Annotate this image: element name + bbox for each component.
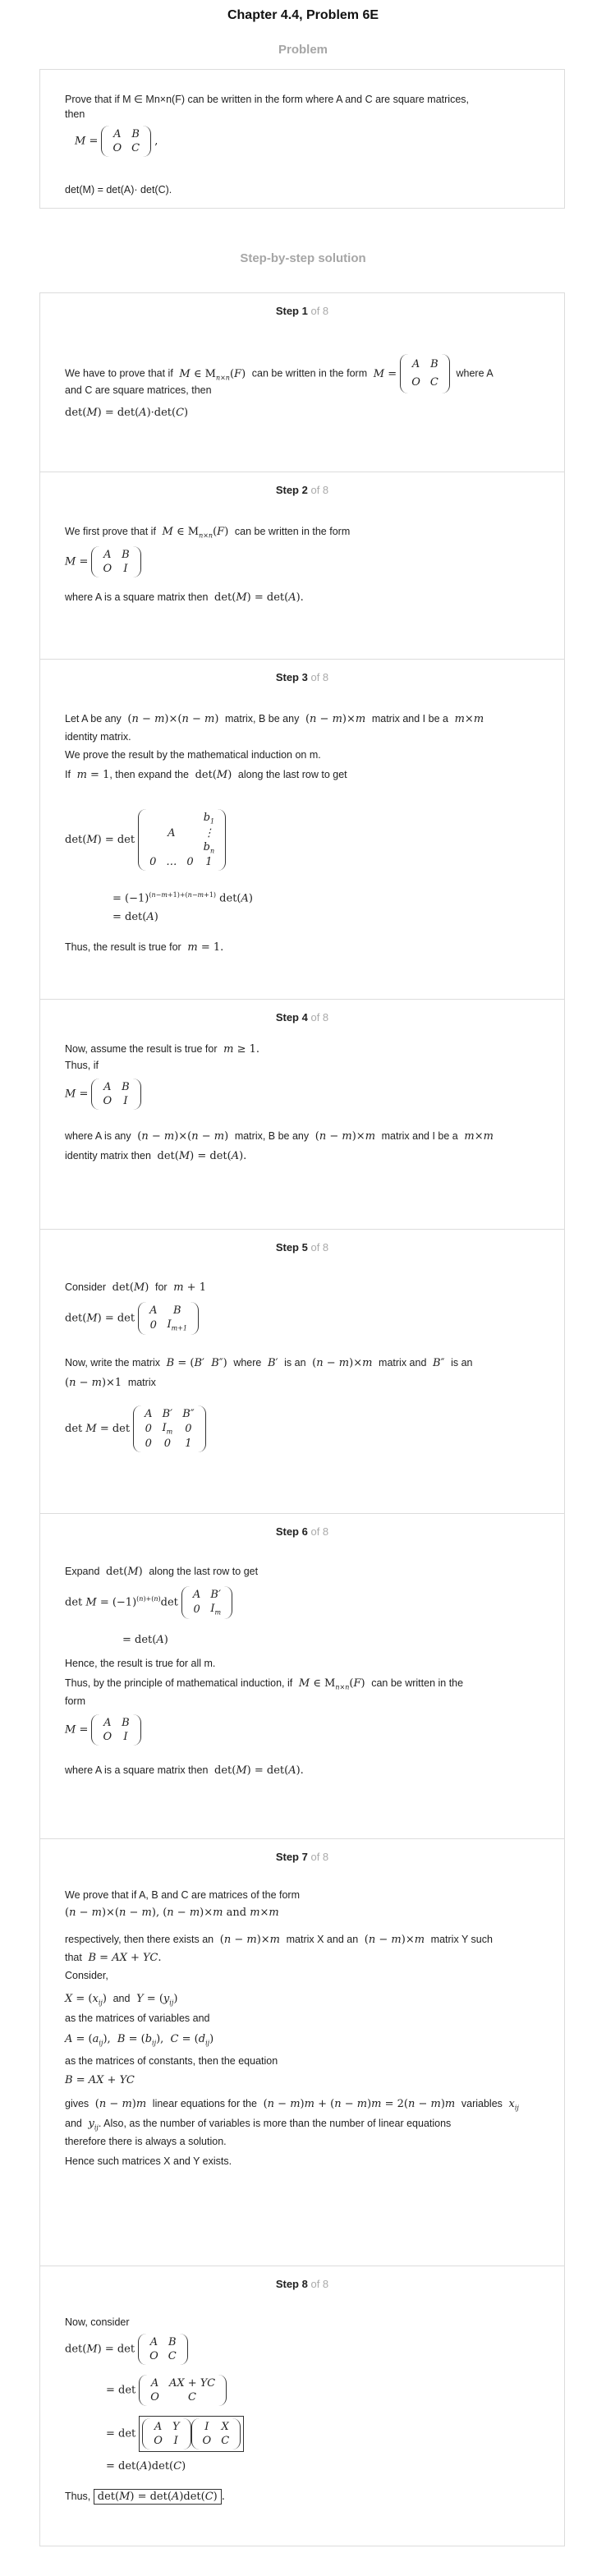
step-6	[39, 1513, 565, 1838]
step-2-heading: Step 2 of 8	[275, 484, 329, 496]
step-5	[39, 1229, 565, 1513]
step-8-text-1: Now, consider	[65, 2316, 130, 2328]
step-8-line-4: = det(A)det(C)	[106, 2460, 186, 2472]
step-7-text-8: gives (n − m)m linear equations for the (n − m)m + (n − m)m = 2(n − m)m variables $x_{ij}$	[65, 2098, 519, 2112]
step-6-text-3: Thus, by the principle of mathematical induction, if M ∈ $M_{n\times n}(F)$ can be written in the	[65, 1677, 464, 1691]
step-1-heading: Step 1 of 8	[275, 305, 329, 317]
step-7-text-10: therefore there is always a solution.	[65, 2136, 227, 2147]
step-2-text-2: where A is a square matrix then det(M) = det(A).	[65, 591, 304, 604]
step-7-heading: Step 7 of 8	[275, 1851, 329, 1863]
step-4-heading: Step 4 of 8	[275, 1011, 329, 1024]
step-6-heading: Step 6 of 8	[275, 1525, 329, 1538]
step-6-expand: $\det M = (-1)^{(n)+(n)}\det$ A B′ 0 $I_m$	[65, 1586, 232, 1619]
step-6-matrix: M = A B O I	[65, 1714, 141, 1746]
step-6-text: Expand det(M) along the last row to get	[65, 1566, 259, 1578]
step-1-text: We have to prove that if M ∈ $M_{n\times n}(F)$ can be written in the form M = A B O C where A	[65, 354, 494, 393]
step-7-text-9: and $y_{ij}$. Also, as the number of variables is more than the number of linear equations	[65, 2118, 452, 2132]
step-5-det: det(M) = det A B 0 $I_{m+1}$	[65, 1302, 199, 1335]
step-7-text-7: as the matrices of constants, then the equation	[65, 2055, 278, 2067]
step-8	[39, 2266, 565, 2546]
step-3	[39, 659, 565, 999]
step-2-matrix: M = A B O I	[65, 546, 141, 577]
step-7	[39, 1838, 565, 2266]
step-3-text-4: If m = 1, then expand the det(M) along the last row to get	[65, 769, 347, 781]
step-2	[39, 472, 565, 659]
step-3-text-2: identity matrix.	[65, 731, 131, 743]
problem-box	[39, 69, 565, 209]
step-6-text-5: where A is a square matrix then det(M) = det(A).	[65, 1764, 304, 1777]
step-7-forms: (n − m)×(n − m), (n − m)×m and m×m	[65, 1907, 279, 1919]
page-title: Chapter 4.4, Problem 6E	[227, 8, 379, 22]
step-8-line-1: det(M) = det A B O C	[65, 2334, 188, 2365]
step-8-heading: Step 8 of 8	[275, 2278, 329, 2290]
step-8-line-2: = det A AX + YC O C	[106, 2375, 227, 2406]
problem-formula: det(M) = det(A)· det(C).	[65, 184, 172, 196]
step-5-det-2: det M = det A B′ B″ 0 $I_m$ 0 0 0 1	[65, 1405, 206, 1452]
step-3-text: Let A be any (n − m)×(n − m) matrix, B be any (n − m)×m matrix and I be a m×m	[65, 713, 484, 725]
step-4-text-2: Thus, if	[65, 1060, 99, 1071]
step-7-text-11: Hence such matrices X and Y exists.	[65, 2155, 232, 2167]
problem-line-1: Prove that if M ∈ Mn×n(F) can be written in the form where A and C are square matrices,	[65, 94, 469, 105]
step-3-result: = det(A)	[112, 911, 158, 923]
step-5-heading: Step 5 of 8	[275, 1241, 329, 1254]
step-3-text-3: We prove the result by the mathematical induction on m.	[65, 749, 321, 761]
step-4-text: Now, assume the result is true for m ≥ 1.	[65, 1043, 260, 1056]
step-5-text-3: (n − m)×1 matrix	[65, 1377, 156, 1389]
step-3-expand: = $(-1)^{(n-m+1)+(n-m+1)}$ det(A)	[112, 891, 253, 905]
step-4-text-4: identity matrix then det(M) = det(A).	[65, 1150, 247, 1162]
solution-heading: Step-by-step solution	[240, 251, 366, 265]
step-4-text-3: where A is any (n − m)×(n − m) matrix, B be any (n − m)×m matrix and I be a m×m	[65, 1130, 494, 1143]
step-5-text-2: Now, write the matrix B = (B′ B″) where B′ is an (n − m)×m matrix and B″ is an	[65, 1357, 473, 1369]
step-4-matrix: M = A B O I	[65, 1079, 141, 1110]
step-3-det: det(M) = det $b_1$ A ⋮ $b_n$ 0 … 0 1	[65, 809, 226, 871]
step-7-text-5: $X = (x_{ij})$ and $Y = (y_{ij})$	[65, 1993, 178, 2007]
problem-matrix: M = A B O C ,	[75, 126, 158, 157]
step-8-conclusion: Thus, det(M) = det(A)det(C) .	[65, 2491, 225, 2503]
step-7-text-2: respectively, then there exists an (n − m)×m matrix X and an (n − m)×m matrix Y such	[65, 1934, 493, 1946]
step-7-text-4: Consider,	[65, 1970, 108, 1981]
step-8-line-3: = det A Y O I I X O C	[106, 2416, 244, 2452]
step-7-text-3: that B = AX + YC.	[65, 1952, 162, 1964]
step-7-equation: B = AX + YC	[65, 2074, 135, 2086]
step-6-text-2: Hence, the result is true for all m.	[65, 1658, 216, 1669]
step-7-constants: $A = (a_{ij})$, $B = (b_{ij})$, $C = (d_{ij})$	[65, 2033, 214, 2047]
step-3-text-5: Thus, the result is true for m = 1.	[65, 941, 224, 954]
problem-line-2: then	[65, 108, 85, 120]
step-5-text: Consider det(M) for m + 1	[65, 1281, 206, 1294]
step-6-result: = det(A)	[122, 1634, 168, 1646]
step-1	[39, 292, 565, 472]
problem-heading: Problem	[278, 43, 328, 57]
step-7-text-6: as the matrices of variables and	[65, 2012, 210, 2024]
step-3-heading: Step 3 of 8	[275, 671, 329, 683]
step-4	[39, 999, 565, 1229]
step-1-formula: det(M) = det(A)·det(C)	[65, 407, 189, 419]
step-1-text-2: and C are square matrices, then	[65, 384, 212, 396]
step-6-text-4: form	[65, 1695, 85, 1707]
step-7-text-1: We prove that if A, B and C are matrices of the form	[65, 1889, 301, 1901]
step-2-text: We first prove that if M ∈ $M_{n\times n}(F)$ can be written in the form	[65, 526, 351, 540]
